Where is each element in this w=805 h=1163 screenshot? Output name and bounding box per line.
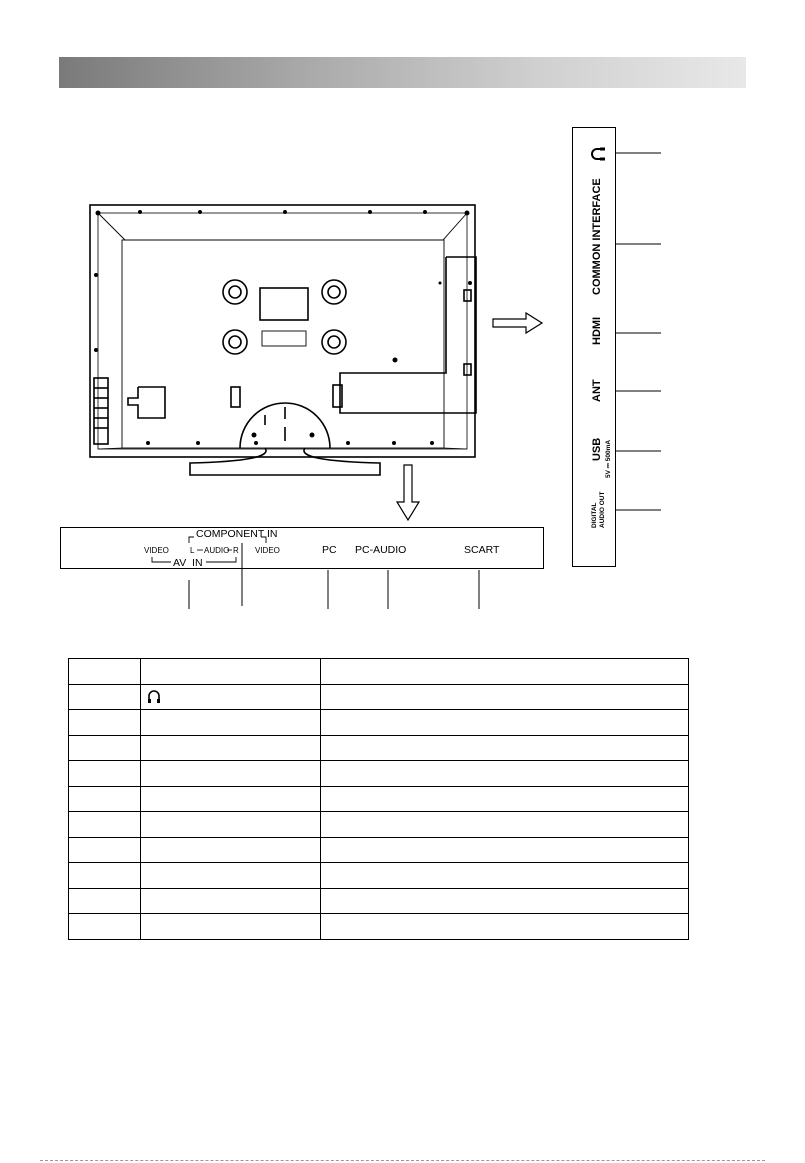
table-row [69,735,689,761]
table-cell [141,863,321,889]
table-cell [69,812,141,838]
table-cell [321,710,689,736]
arrow-down-icon [396,464,420,522]
table-cell [321,888,689,914]
table-cell [321,786,689,812]
table-cell [321,837,689,863]
table-cell [141,684,321,710]
table-cell [69,710,141,736]
table-row [69,914,689,940]
table-cell [141,812,321,838]
table-cell [141,786,321,812]
table-row [69,888,689,914]
hdmi-label: HDMI [591,316,603,345]
arrow-right-icon [492,311,544,335]
table-row [69,710,689,736]
pc-label: PC [322,544,337,556]
table-cell [321,863,689,889]
audio-r-label: R [233,546,239,555]
table-header-row [69,659,689,685]
section-header-bar [59,57,746,88]
table-row [69,837,689,863]
table-row [69,863,689,889]
common-interface-label: COMMON INTERFACE [591,178,603,295]
table-cell [321,735,689,761]
table-header-cell [141,659,321,685]
headphone-icon [147,690,161,704]
table-cell [69,761,141,787]
headphone-icon [592,148,605,161]
table-cell [141,914,321,940]
table-cell [321,812,689,838]
table-cell [69,888,141,914]
table-cell [141,710,321,736]
table-row [69,761,689,787]
digital-audio-out-label-1: DIGITAL [591,502,598,528]
table-cell [321,684,689,710]
table-row [69,684,689,710]
usb-label: USB [591,437,603,461]
usb-rating-label: 5V ⎓ 500mA [605,439,612,478]
table-cell [69,735,141,761]
audio-label: AUDIO [204,546,230,555]
table-row [69,812,689,838]
table-cell [69,786,141,812]
table-cell [69,837,141,863]
tv-rear-view-illustration [80,195,500,485]
table-cell [69,684,141,710]
rear-connector-labels [60,520,550,612]
video-left-label: VIDEO [144,546,169,555]
digital-audio-out-label-2: AUDIO OUT [599,491,606,528]
table-row [69,786,689,812]
table-cell [141,837,321,863]
audio-l-label: L [190,546,195,555]
pc-audio-label: PC-AUDIO [355,544,407,556]
table-cell [141,888,321,914]
video-right-label: VIDEO [255,546,280,555]
table-cell [321,914,689,940]
table-cell [321,761,689,787]
component-in-label: COMPONENT IN [196,528,278,540]
ant-label: ANT [591,379,603,402]
table-cell [141,761,321,787]
scart-label: SCART [464,544,500,556]
table-header-cell [321,659,689,685]
connector-table [68,658,689,940]
av-in-label: AV IN [173,557,203,569]
table-cell [69,914,141,940]
table-cell [141,735,321,761]
table-header-cell [69,659,141,685]
table-cell [69,863,141,889]
page-bottom-rule [40,1160,765,1161]
side-connector-labels [572,127,664,567]
